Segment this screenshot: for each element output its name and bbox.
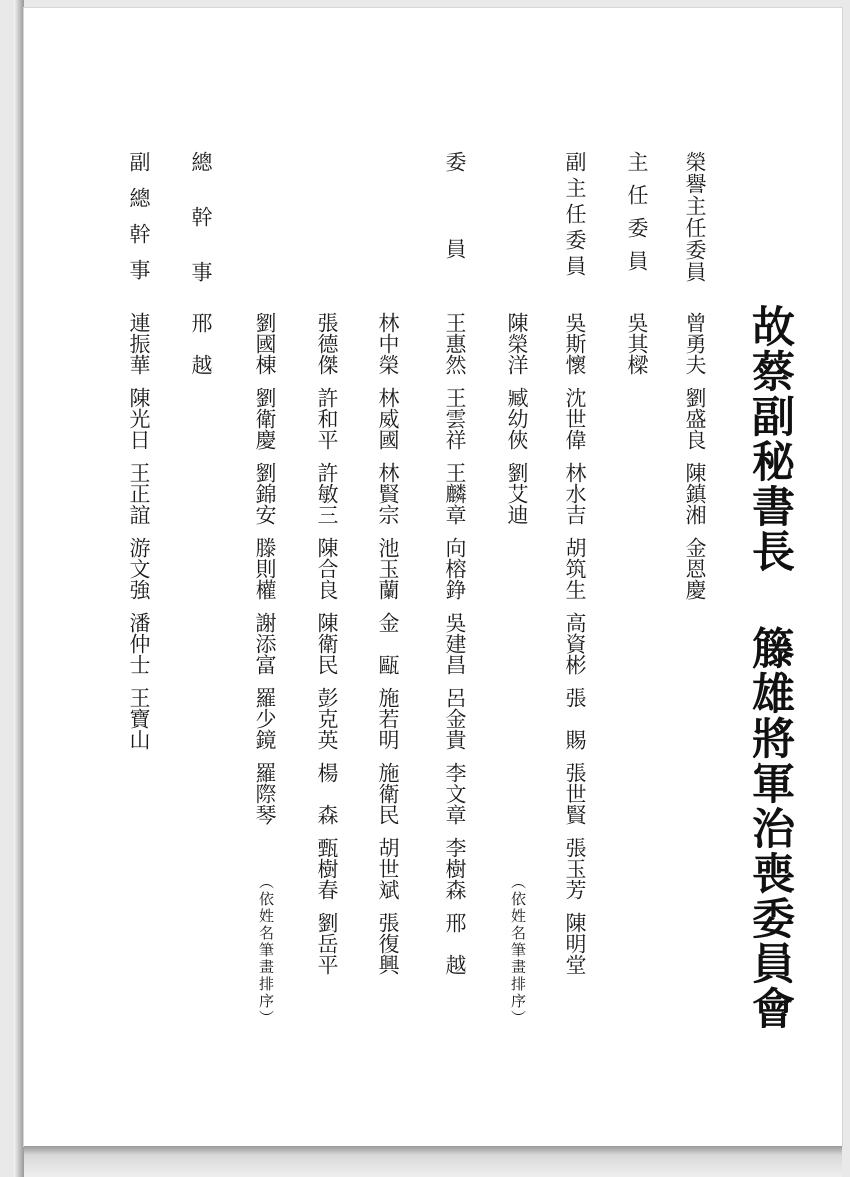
name: 林水吉 bbox=[563, 462, 587, 525]
members-sort-note: （依姓名筆畫排序） bbox=[257, 874, 275, 1027]
role-deputy-secretary-general: 副總幹事 bbox=[127, 151, 151, 295]
name: 陳合良 bbox=[315, 537, 339, 600]
name: 沈世偉 bbox=[563, 387, 587, 450]
name: 張 賜 bbox=[563, 687, 587, 750]
name: 王雲祥 bbox=[443, 387, 467, 450]
name: 劉盛良 bbox=[683, 387, 707, 450]
role-chair: 主任委員 bbox=[625, 151, 649, 283]
name: 林威國 bbox=[376, 387, 400, 450]
name: 林賢宗 bbox=[376, 462, 400, 525]
name: 施若明 bbox=[376, 687, 400, 750]
name: 金 甌 bbox=[376, 612, 400, 675]
role-vice-chair: 副主任委員 bbox=[563, 151, 587, 281]
name: 呂金貴 bbox=[443, 687, 467, 750]
name: 向榕錚 bbox=[443, 537, 467, 600]
members-names-col1 bbox=[444, 312, 465, 975]
role-secretary-general: 總幹事 bbox=[189, 151, 213, 316]
honorary-chair-names bbox=[684, 312, 705, 632]
name: 連振華 bbox=[127, 312, 151, 375]
role-honorary-chair: 榮譽主任委員 bbox=[683, 151, 707, 283]
name: 甄樹春 bbox=[315, 837, 339, 900]
vice-chair-names-col2 bbox=[506, 312, 527, 525]
name: 邢 越 bbox=[443, 912, 467, 975]
name: 張復興 bbox=[376, 912, 400, 975]
secretary-general-name: 邢 越 bbox=[189, 312, 213, 375]
name: 張世賢 bbox=[563, 762, 587, 825]
name: 滕則權 bbox=[253, 537, 277, 600]
name: 胡筑生 bbox=[563, 537, 587, 600]
name: 李文章 bbox=[443, 762, 467, 825]
name: 許敏三 bbox=[315, 462, 339, 525]
name: 楊 森 bbox=[315, 762, 339, 825]
name: 臧幼俠 bbox=[505, 387, 529, 450]
name: 陳衛民 bbox=[315, 612, 339, 675]
name: 游文強 bbox=[127, 537, 151, 600]
name: 羅少鏡 bbox=[253, 687, 277, 750]
name: 李樹森 bbox=[443, 837, 467, 900]
name: 吳斯懷 bbox=[563, 312, 587, 375]
name: 潘仲士 bbox=[127, 612, 151, 675]
vice-chair-sort-note: （依姓名筆畫排序） bbox=[509, 874, 527, 1027]
name: 陳鎮湘 bbox=[683, 462, 707, 525]
name: 彭克英 bbox=[315, 687, 339, 750]
deputy-secretary-general-names bbox=[128, 312, 149, 750]
name: 施衛民 bbox=[376, 762, 400, 825]
name: 王寶山 bbox=[127, 687, 151, 750]
name: 池玉蘭 bbox=[376, 537, 400, 600]
name: 謝添富 bbox=[253, 612, 277, 675]
name: 曾勇夫 bbox=[683, 312, 707, 375]
name: 劉艾迪 bbox=[505, 462, 529, 525]
document-title: 故蔡副秘書長 籐雄將軍治喪委員會 bbox=[745, 304, 795, 1031]
name: 陳明堂 bbox=[563, 912, 587, 975]
name: 劉衛慶 bbox=[253, 387, 277, 450]
role-members: 委員 bbox=[443, 151, 467, 325]
name: 張德傑 bbox=[315, 312, 339, 375]
name: 王麟章 bbox=[443, 462, 467, 525]
name: 許和平 bbox=[315, 387, 339, 450]
name: 羅際琴 bbox=[253, 762, 277, 825]
chair-name: 吳其樑 bbox=[625, 312, 649, 375]
name: 陳榮洋 bbox=[505, 312, 529, 375]
members-names-col3 bbox=[316, 312, 337, 975]
document-page bbox=[24, 8, 842, 1146]
name: 王正誼 bbox=[127, 462, 151, 525]
members-names-col2 bbox=[377, 312, 398, 975]
vice-chair-names-col1 bbox=[564, 312, 585, 975]
name: 劉錦安 bbox=[253, 462, 277, 525]
name: 劉國棟 bbox=[253, 312, 277, 375]
name: 胡世斌 bbox=[376, 837, 400, 900]
page-bottom-edge bbox=[24, 1146, 842, 1177]
name: 劉岳平 bbox=[315, 912, 339, 975]
name: 高資彬 bbox=[563, 612, 587, 675]
name: 陳光日 bbox=[127, 387, 151, 450]
name: 金恩慶 bbox=[683, 537, 707, 600]
name: 張玉芳 bbox=[563, 837, 587, 900]
members-names-col4 bbox=[254, 312, 275, 825]
name: 吳建昌 bbox=[443, 612, 467, 675]
name: 王惠然 bbox=[443, 312, 467, 375]
name: 林中榮 bbox=[376, 312, 400, 375]
page-edge bbox=[14, 0, 24, 1177]
